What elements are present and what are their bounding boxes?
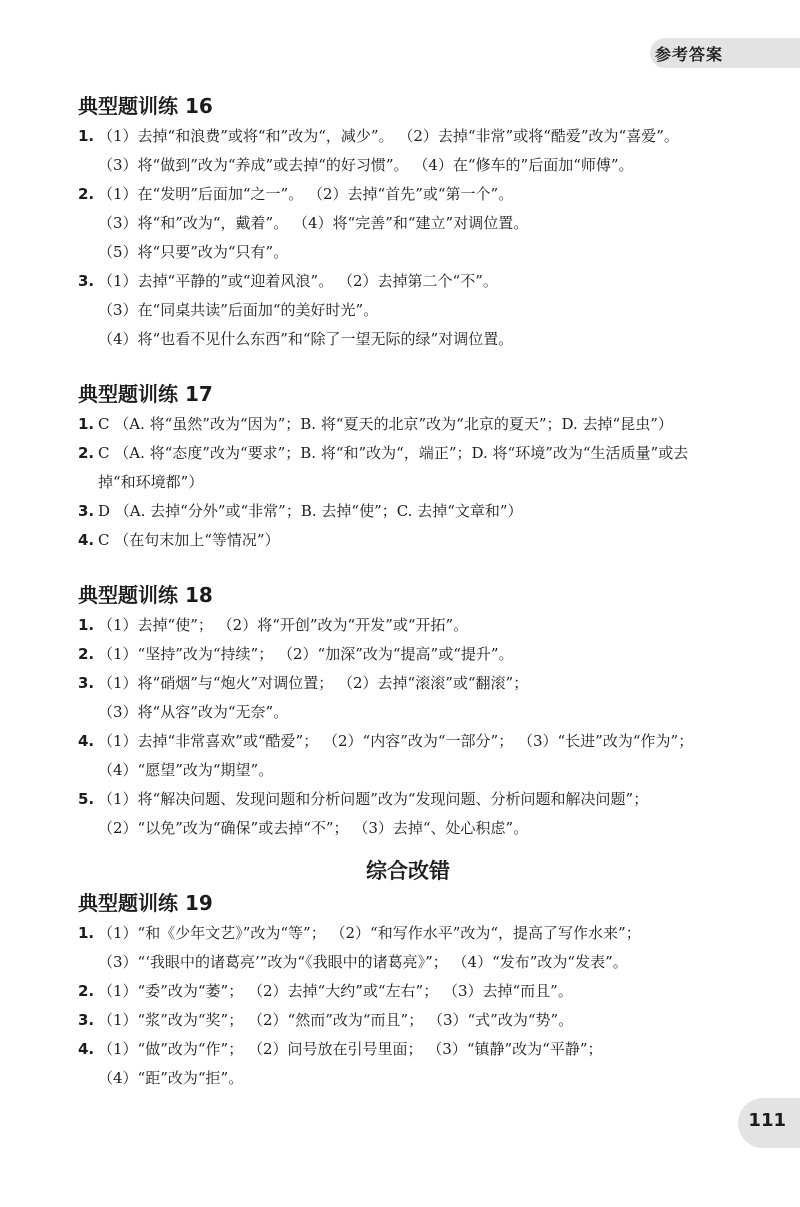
answer-text: （1）去掉“和浪费”或将“和”改为“，减少”。 （2）去掉“非常”或将“酷爱”改为“喜爱”。: [98, 127, 679, 145]
answer-line: [78, 1006, 738, 1035]
section-title: 典型题训练 16: [78, 94, 213, 118]
answer-text: （3）将“做到”改为“养成”或去掉“的好习惯”。 （4）在“修车的”后面加“师傅”。: [98, 156, 634, 174]
answer-line: [78, 151, 738, 180]
answer-text: （2）“以免”改为“确保”或去掉“不”； （3）去掉“、处心积虑”。: [98, 819, 529, 837]
section-18: [78, 579, 738, 843]
answer-line: [78, 919, 738, 948]
section-gap: [78, 843, 738, 855]
answer-line: [78, 122, 738, 151]
chapter-title: 综合改错: [366, 859, 450, 883]
answer-line: [78, 497, 738, 526]
answer-text: （4）“距”改为“拒”。: [98, 1069, 244, 1087]
answer-text: （3）“‘我眼中的诸葛亮’”改为“《我眼中的诸葛亮》”； （4）“发布”改为“发表”。: [98, 953, 628, 971]
item-number: 1.: [78, 127, 95, 145]
answer-line: [78, 977, 738, 1006]
section-title: 典型题训练 19: [78, 891, 213, 915]
answer-line: [78, 698, 738, 727]
item-number: 2.: [78, 185, 95, 203]
answer-line: [78, 526, 738, 555]
section-17: [78, 378, 738, 555]
answer-text: （1）“做”改为“作”； （2）问号放在引号里面； （3）“镇静”改为“平静”；: [98, 1040, 603, 1058]
answer-text: （1）去掉“非常喜欢”或“酷爱”； （2）“内容”改为“一部分”； （3）“长进”改为“作为”；: [98, 732, 694, 750]
answer-line: [78, 267, 738, 296]
answer-line: [78, 669, 738, 698]
answer-line: [78, 410, 738, 439]
answer-line: [78, 727, 738, 756]
section-gap: [78, 555, 738, 579]
item-number: 4.: [78, 732, 95, 750]
answer-text: （1）“和《少年文艺》”改为“等”； （2）“和写作水平”改为“，提高了写作水来”；: [98, 924, 641, 942]
answer-line: [78, 1064, 738, 1093]
section-16: [78, 90, 738, 354]
item-number: 2.: [78, 982, 95, 1000]
item-number: 2.: [78, 645, 95, 663]
item-number: 1.: [78, 924, 95, 942]
answer-line: [78, 439, 738, 468]
answer-line: [78, 296, 738, 325]
answer-line: [78, 180, 738, 209]
answer-line: [78, 325, 738, 354]
section-19: [78, 887, 738, 1093]
answer-text: （1）“浆”改为“奖”； （2）“然而”改为“而且”； （3）“式”改为“势”。: [98, 1011, 574, 1029]
answer-text: （3）在“同桌共读”后面加“的美好时光”。: [98, 301, 379, 319]
answer-text: （1）将“解决问题、发现问题和分析问题”改为“发现问题、分析问题和解决问题”；: [98, 790, 649, 808]
answer-text: C （在句末加上“等情况”）: [98, 531, 280, 549]
header-label: 参考答案: [655, 45, 724, 64]
answer-line: [78, 1035, 738, 1064]
section-title: 典型题训练 18: [78, 583, 213, 607]
answer-text: （4）“愿望”改为“期望”。: [98, 761, 274, 779]
answer-line: [78, 785, 738, 814]
answer-text: 掉“和环境都”）: [98, 473, 204, 491]
answer-line: [78, 814, 738, 843]
answer-text: （1）去掉“平静的”或“迎着风浪”。 （2）去掉第二个“不”。: [98, 272, 498, 290]
page-number: 111: [748, 1110, 786, 1131]
answer-text: C （A. 将“态度”改为“要求”；B. 将“和”改为“，端正”；D. 将“环境”改为“生活质量”或去: [98, 444, 689, 462]
answer-text: （3）将“从容”改为“无奈”。: [98, 703, 289, 721]
item-number: 2.: [78, 444, 95, 462]
item-number: 3.: [78, 272, 95, 290]
answer-text: （1）“委”改为“萎”； （2）去掉“大约”或“左右”； （3）去掉“而且”。: [98, 982, 573, 1000]
section-title: 典型题训练 17: [78, 382, 213, 406]
answer-line: [78, 640, 738, 669]
answer-content: [78, 90, 738, 1093]
answer-text: （4）将“也看不见什么东西”和“除了一望无际的绿”对调位置。: [98, 330, 514, 348]
answer-text: （3）将“和”改为“，戴着”。 （4）将“完善”和“建立”对调位置。: [98, 214, 529, 232]
answer-text: （1）去掉“使”； （2）将“开创”改为“开发”或“开拓”。: [98, 616, 469, 634]
section-gap: [78, 354, 738, 378]
item-number: 3.: [78, 1011, 95, 1029]
answer-text: （1）将“硝烟”与“炮火”对调位置； （2）去掉“滚滚”或“翻滚”；: [98, 674, 529, 692]
answer-text: （1）“坚持”改为“持续”； （2）“加深”改为“提高”或“提升”。: [98, 645, 514, 663]
answer-line: [78, 756, 738, 785]
answer-line: [78, 948, 738, 977]
answer-line: [78, 209, 738, 238]
answer-line: [78, 468, 738, 497]
item-number: 5.: [78, 790, 95, 808]
answer-text: D （A. 去掉“分外”或“非常”；B. 去掉“使”；C. 去掉“文章和”）: [98, 502, 523, 520]
item-number: 1.: [78, 415, 95, 433]
answer-line: [78, 611, 738, 640]
item-number: 4.: [78, 531, 95, 549]
item-number: 1.: [78, 616, 95, 634]
answer-line: [78, 238, 738, 267]
item-number: 3.: [78, 502, 95, 520]
answer-text: （1）在“发明”后面加“之一”。 （2）去掉“首先”或“第一个”。: [98, 185, 514, 203]
answer-text: C （A. 将“虽然”改为“因为”；B. 将“夏天的北京”改为“北京的夏天”；D. 去掉“昆虫”）: [98, 415, 673, 433]
item-number: 4.: [78, 1040, 95, 1058]
answer-text: （5）将“只要”改为“只有”。: [98, 243, 289, 261]
item-number: 3.: [78, 674, 95, 692]
